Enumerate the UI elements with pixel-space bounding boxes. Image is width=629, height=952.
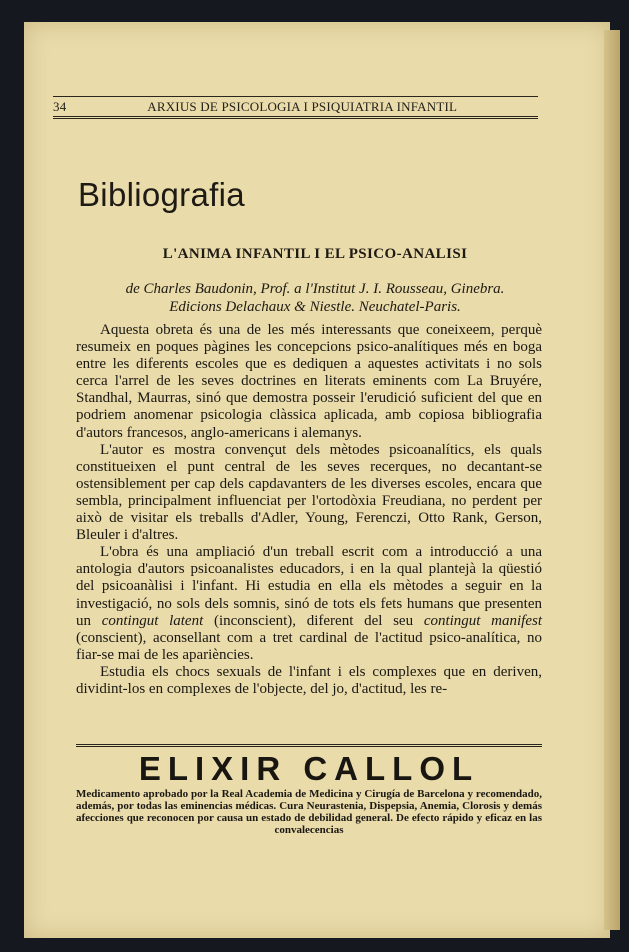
paragraph: L'autor es mostra convençut dels mètodes psicoanalítics, els quals constitueixen el punt central de les seves recerques, no decantant-se ostensiblement per cap dels capdavanters de les diverses escoles, encara que sembla, principalment influenciat per l'ortodòxia Freudiana, no perdent per això de visitar els treballs d'Adler, Young, Ferenczi, Otto Rank, Gerson, Bleuler i d'altres. bbox=[76, 441, 542, 544]
advertisement-brand: ELIXIR CALLOL bbox=[138, 750, 480, 787]
emphasis-manifest: contingut manifest bbox=[423, 612, 543, 629]
paragraph: Estudia els chocs sexuals de l'infant i els complexes que en deriven, dividint-los en complexes de l'objecte, del jo, d'actitud, les re- bbox=[76, 663, 542, 697]
paragraph bbox=[76, 544, 542, 664]
running-header bbox=[53, 96, 538, 121]
byline-publisher: Edicions Delachaux & Niestle. Neuchatel-Paris. bbox=[169, 299, 461, 315]
header-row bbox=[53, 97, 538, 116]
page-number: 34 bbox=[53, 98, 67, 114]
paragraph: Aquesta obreta és una de les més interessants que coneixeem, perquè resumeix en poques pàgines les concepcions psico-analítiques més en boga entre les diferents escoles que es dediquen a aquestes activitats i no sols cerca l'arrel de les seves doctrines en literats eminents com La Bruyére, Standhal, Maurras, sinó que demostra posseir l'erudició suficient del que en podriem anomenar psicologia clàssica aplicada, amb copiosa bibliografia d'autors francesos, anglo-americans i alemanys. bbox=[76, 322, 542, 441]
paragraph-text: (inconscient), diferent del seu bbox=[203, 612, 424, 629]
emphasis-latent: contingut latent bbox=[101, 612, 204, 629]
journal-title: ARXIUS DE PSICOLOGIA I PSIQUIATRIA INFANTIL bbox=[147, 98, 458, 114]
header-rule-bottom bbox=[53, 116, 538, 121]
paragraph-text: (conscient), aconsellant com a tret cardinal de l'actitud psico-analítica, no fiar-se mai de les apariències. bbox=[76, 629, 542, 663]
advertisement-text: Medicamento aprobado por la Real Academia de Medicina y Cirugía de Barcelona y recomendado, además, por todas las eminencias médicas. Cura Neurastenia, Dispepsia, Anemia, Clorosis y demás afecciones que reconocen por causa un estado de debilidad general. De efecto rápido y eficaz en las convalecencias bbox=[76, 788, 542, 836]
section-title: Bibliografia bbox=[78, 176, 245, 213]
book-byline bbox=[60, 280, 570, 316]
review-body bbox=[76, 322, 542, 698]
book-title: L'ANIMA INFANTIL I EL PSICO-ANALISI bbox=[162, 246, 468, 262]
advertisement-rule bbox=[76, 744, 542, 749]
byline-author: de Charles Baudonin, Prof. a l'Institut J. I. Rousseau, Ginebra. bbox=[125, 281, 505, 297]
next-page-edge bbox=[604, 30, 620, 930]
paragraph-text: L'obra és una ampliació d'un treball escrit com a introducció a una antologia d'autors psicoanalistes educadors, i en la qual plantejà la qüestió del psicoanàlisi i l'infant. Hi estudia en ella els mètodes a seguir en la investigació, no sols dels somnis, sinó de tots els fets humans que presenten un bbox=[76, 544, 542, 629]
